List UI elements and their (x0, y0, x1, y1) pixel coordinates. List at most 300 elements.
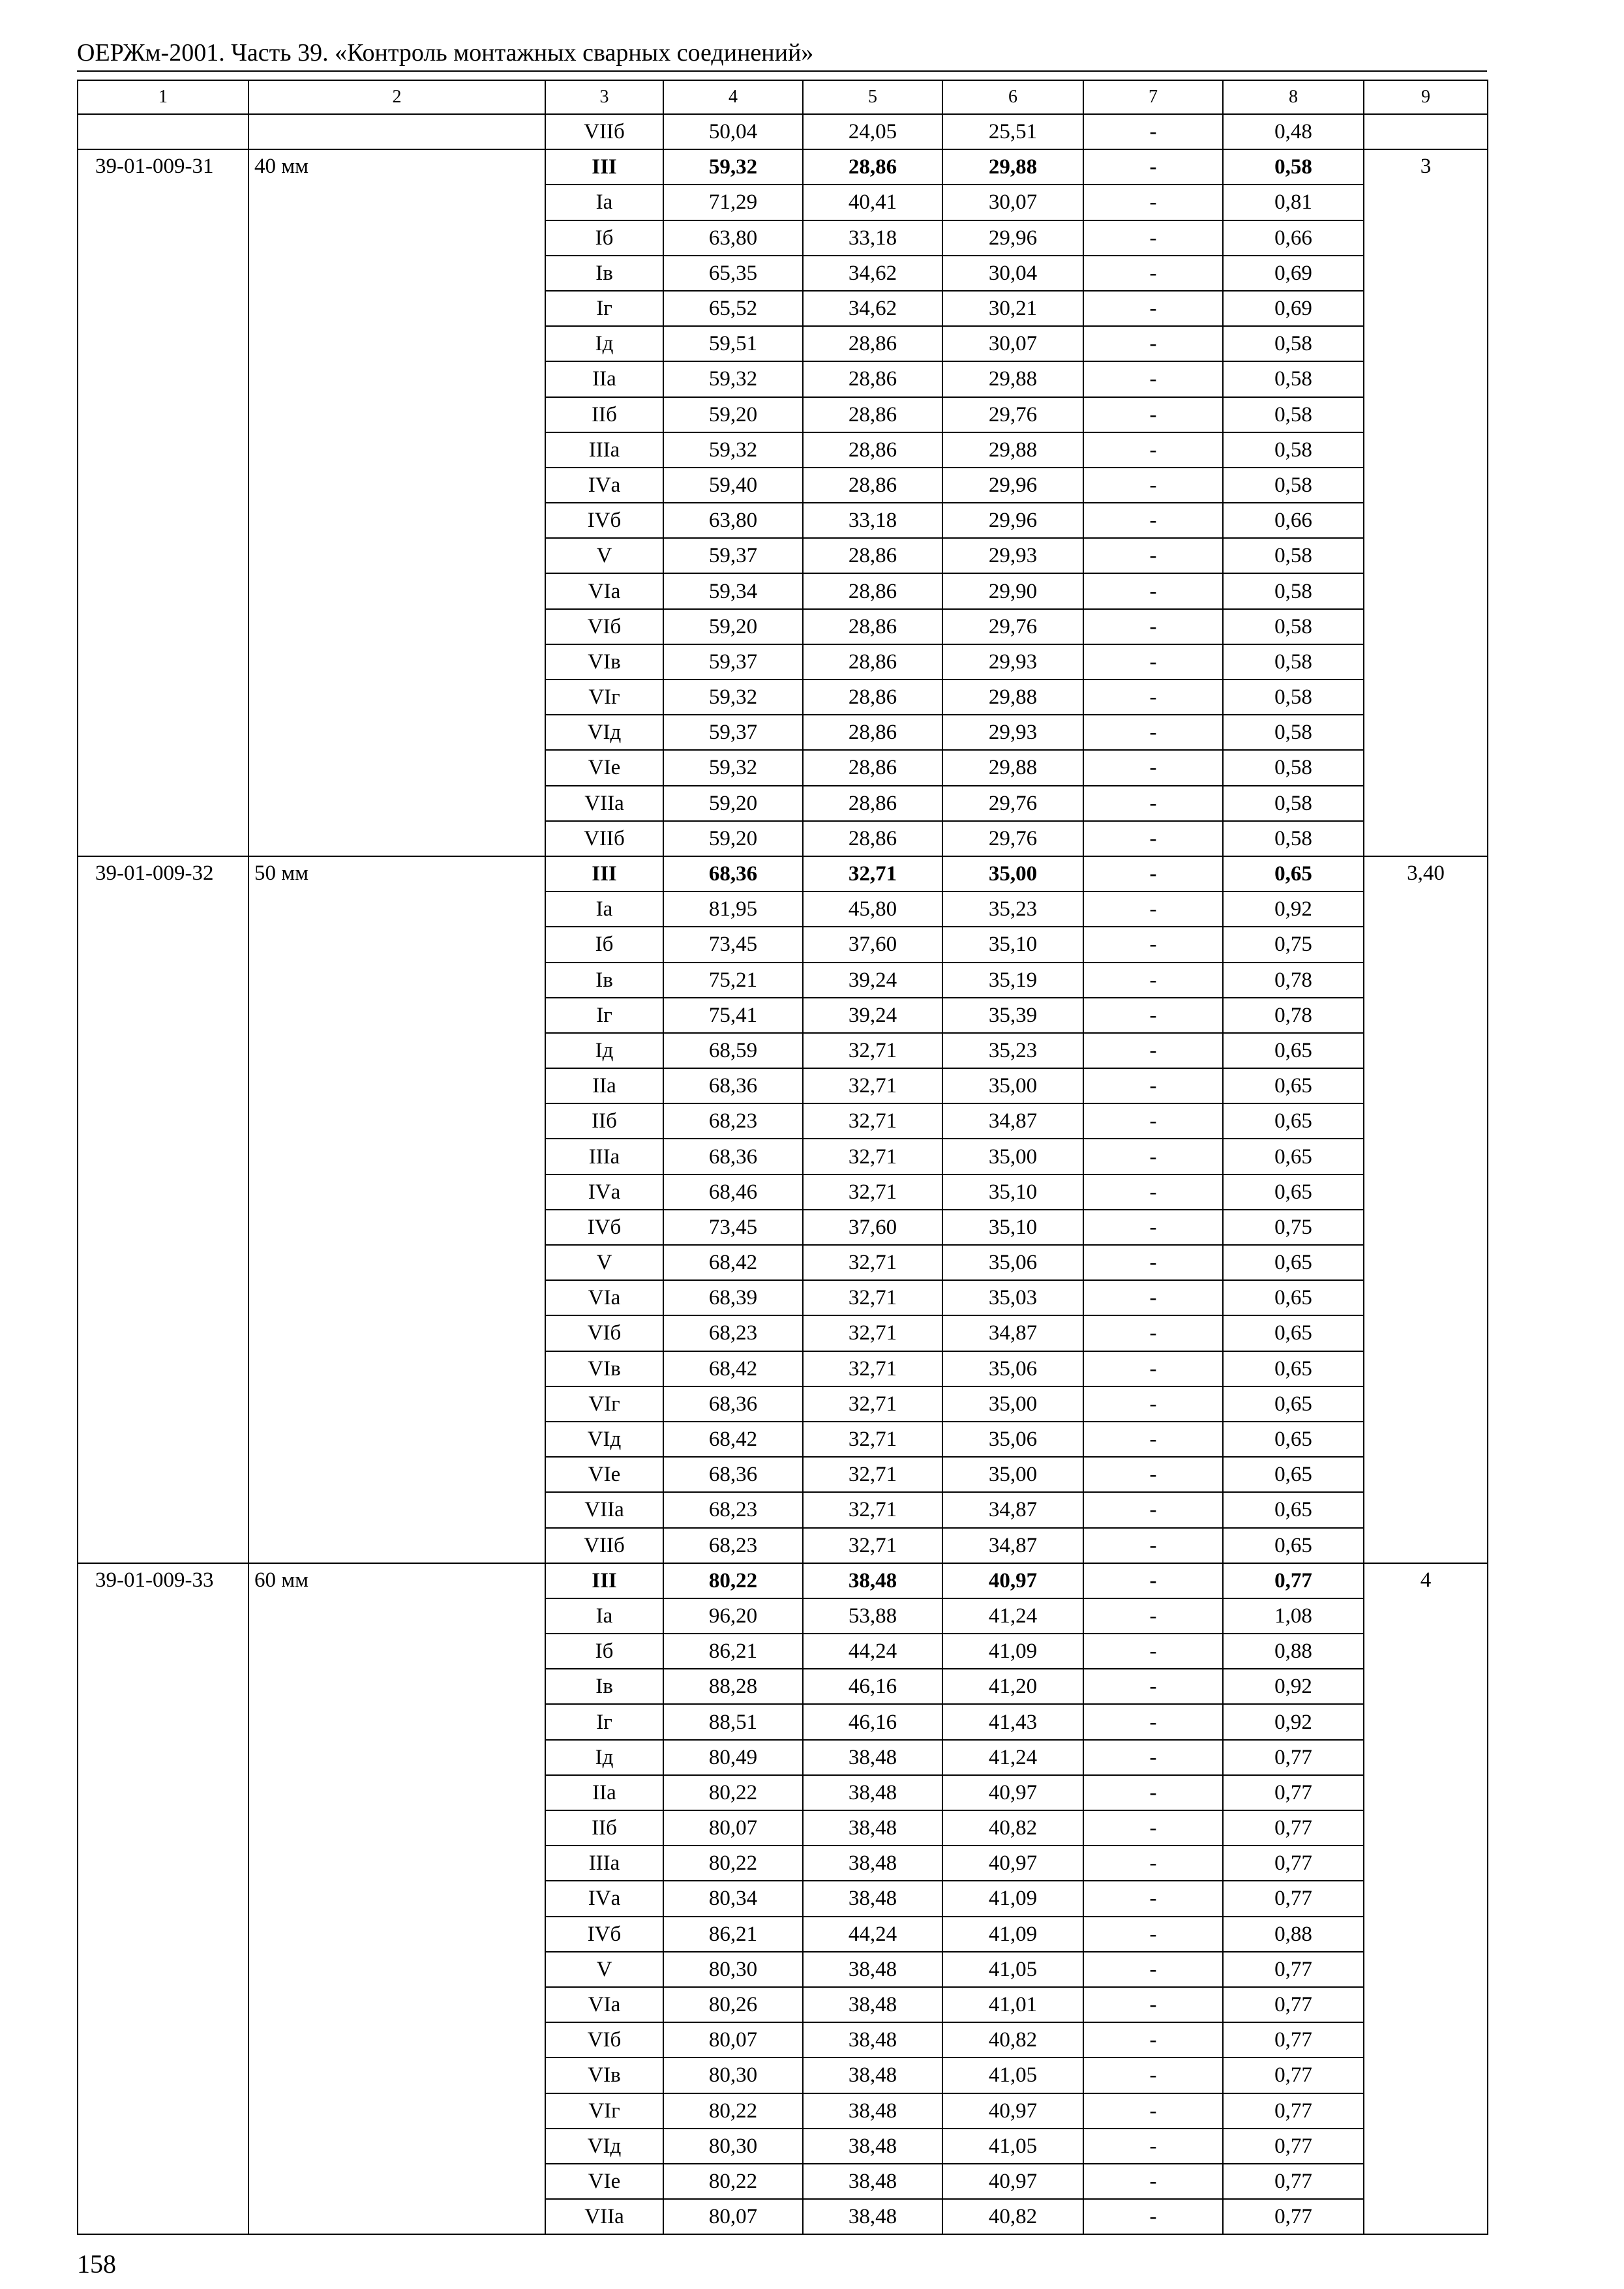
cell-category: VIIб (545, 1528, 663, 1563)
cell-direct-costs: 80,30 (663, 1952, 803, 1987)
cell-category: IIIа (545, 1846, 663, 1881)
cell-machine-costs: 30,07 (942, 185, 1083, 220)
cell-machinist-wages: - (1083, 2129, 1223, 2164)
cell-category: IVб (545, 1210, 663, 1245)
cell-machine-costs: 35,00 (942, 1457, 1083, 1492)
cell-machinist-wages: - (1083, 1492, 1223, 1527)
column-number: 5 (803, 80, 942, 114)
cell-category: VIв (545, 2057, 663, 2093)
cell-category: IVб (545, 503, 663, 538)
cell-machinist-wages: - (1083, 1422, 1223, 1457)
cell-labor-wages: 28,86 (803, 361, 942, 396)
cell-labor-wages: 32,71 (803, 1351, 942, 1386)
cell-materials: 0,58 (1223, 361, 1364, 396)
cell-materials: 0,65 (1223, 1422, 1364, 1457)
price-table (77, 80, 1488, 2235)
cell-labor-wages: 39,24 (803, 963, 942, 998)
cell-labor-wages: 33,18 (803, 503, 942, 538)
cell-labor-wages: 38,48 (803, 1740, 942, 1775)
cell-machinist-wages: - (1083, 927, 1223, 962)
cell-labor-wages: 37,60 (803, 1210, 942, 1245)
cell-materials: 0,65 (1223, 1103, 1364, 1139)
cell-machine-costs: 34,87 (942, 1492, 1083, 1527)
cell-materials: 0,66 (1223, 503, 1364, 538)
cell-labor-wages: 44,24 (803, 1634, 942, 1669)
cell-category: Iд (545, 326, 663, 361)
cell-category: V (545, 1245, 663, 1280)
cell-category: IVб (545, 1917, 663, 1952)
cell-category: IVа (545, 1881, 663, 1916)
cell-category: Iд (545, 1033, 663, 1068)
cell-materials: 0,77 (1223, 2129, 1364, 2164)
column-number: 6 (942, 80, 1083, 114)
cell-machinist-wages: - (1083, 1810, 1223, 1846)
cell-labor-wages: 32,71 (803, 1139, 942, 1174)
cell-machine-costs: 40,97 (942, 2164, 1083, 2199)
cell-category: III (545, 149, 663, 185)
cell-labor-wages: 28,86 (803, 609, 942, 644)
cell-materials: 0,77 (1223, 2164, 1364, 2199)
cell-machinist-wages: - (1083, 2164, 1223, 2199)
table-row (78, 149, 1488, 185)
cell-machinist-wages: - (1083, 1634, 1223, 1669)
cell-labor-wages: 46,16 (803, 1669, 942, 1704)
cell-materials: 0,88 (1223, 1634, 1364, 1669)
cell-category: VIIа (545, 786, 663, 821)
cell-machine-costs: 41,24 (942, 1598, 1083, 1634)
cell-direct-costs: 86,21 (663, 1917, 803, 1952)
cell-category: IIIа (545, 1139, 663, 1174)
cell-labor-wages: 46,16 (803, 1704, 942, 1739)
column-number: 4 (663, 80, 803, 114)
cell-direct-costs: 68,42 (663, 1422, 803, 1457)
cell-machinist-wages: - (1083, 1139, 1223, 1174)
cell-machine-costs: 35,00 (942, 1386, 1083, 1422)
cell-category: III (545, 1563, 663, 1598)
cell-machine-costs: 30,07 (942, 326, 1083, 361)
cell-machine-costs: 30,21 (942, 291, 1083, 326)
cell-machine-costs: 29,90 (942, 573, 1083, 608)
cell-category: VIе (545, 1457, 663, 1492)
cell-machine-costs: 29,76 (942, 786, 1083, 821)
cell-direct-costs: 80,07 (663, 2022, 803, 2057)
cell-labor-wages: 28,86 (803, 149, 942, 185)
cell-direct-costs: 59,34 (663, 573, 803, 608)
cell-materials: 0,78 (1223, 963, 1364, 998)
cell-code: 39-01-009-33 (78, 1563, 248, 2235)
cell-materials: 0,77 (1223, 1775, 1364, 1810)
cell-labor-wages: 38,48 (803, 1881, 942, 1916)
cell-category: VIд (545, 1422, 663, 1457)
cell-materials: 0,58 (1223, 609, 1364, 644)
table-row (78, 114, 1488, 149)
cell-category: IVа (545, 1174, 663, 1210)
cell-labor-wages: 32,71 (803, 1033, 942, 1068)
cell-materials: 0,65 (1223, 1492, 1364, 1527)
cell-materials: 0,58 (1223, 468, 1364, 503)
column-number: 8 (1223, 80, 1364, 114)
cell-direct-costs: 68,23 (663, 1492, 803, 1527)
cell-machine-costs: 29,93 (942, 644, 1083, 680)
cell-category: VIв (545, 1351, 663, 1386)
cell-machinist-wages: - (1083, 1775, 1223, 1810)
cell-machine-costs: 29,88 (942, 361, 1083, 396)
cell-materials: 0,92 (1223, 1669, 1364, 1704)
cell-machine-costs: 41,05 (942, 2057, 1083, 2093)
cell-category: Iа (545, 891, 663, 927)
cell-category: VIб (545, 609, 663, 644)
cell-direct-costs: 59,20 (663, 821, 803, 856)
column-number: 3 (545, 80, 663, 114)
cell-machinist-wages: - (1083, 1740, 1223, 1775)
cell-category: Iг (545, 1704, 663, 1739)
cell-machine-costs: 40,97 (942, 2093, 1083, 2129)
cell-materials: 0,58 (1223, 821, 1364, 856)
cell-materials: 0,77 (1223, 2057, 1364, 2093)
cell-labor-wages: 40,41 (803, 185, 942, 220)
cell-machine-costs: 41,24 (942, 1740, 1083, 1775)
page-number: 158 (77, 2249, 116, 2279)
cell-category: IIб (545, 1810, 663, 1846)
cell-category: IIб (545, 1103, 663, 1139)
cell-machinist-wages: - (1083, 963, 1223, 998)
cell-machine-costs: 35,06 (942, 1422, 1083, 1457)
cell-materials: 0,88 (1223, 1917, 1364, 1952)
cell-labor-wages: 38,48 (803, 1563, 942, 1598)
cell-category: VIг (545, 1386, 663, 1422)
cell-labor-wages: 28,86 (803, 432, 942, 468)
cell-category: VIе (545, 2164, 663, 2199)
cell-machinist-wages: - (1083, 1528, 1223, 1563)
cell-machine-costs: 29,93 (942, 715, 1083, 750)
cell-materials: 0,65 (1223, 1528, 1364, 1563)
cell-machinist-wages: - (1083, 998, 1223, 1033)
cell-direct-costs: 80,22 (663, 2164, 803, 2199)
cell-materials: 0,65 (1223, 856, 1364, 891)
cell-materials: 0,65 (1223, 1315, 1364, 1351)
cell-machinist-wages: - (1083, 1457, 1223, 1492)
cell-machinist-wages: - (1083, 786, 1223, 821)
cell-machinist-wages: - (1083, 1669, 1223, 1704)
cell-name: 40 мм (248, 149, 545, 856)
page-header-title: ОЕРЖм-2001. Часть 39. «Контроль монтажных сварных соединений» (77, 39, 814, 67)
cell-labor-wages: 38,48 (803, 1846, 942, 1881)
cell-machinist-wages: - (1083, 1174, 1223, 1210)
cell-materials: 0,92 (1223, 1704, 1364, 1739)
cell-labor-wages: 38,48 (803, 2057, 942, 2093)
cell-materials: 0,65 (1223, 1386, 1364, 1422)
cell-materials: 0,58 (1223, 538, 1364, 573)
cell-direct-costs: 65,52 (663, 291, 803, 326)
cell-category: Iг (545, 291, 663, 326)
cell-category: VIа (545, 1987, 663, 2022)
cell-direct-costs: 59,32 (663, 432, 803, 468)
cell-labor-wages: 32,71 (803, 856, 942, 891)
cell-labor-wages: 38,48 (803, 1775, 942, 1810)
cell-materials: 0,65 (1223, 1174, 1364, 1210)
cell-labor-wages: 32,71 (803, 1386, 942, 1422)
cell-direct-costs: 68,23 (663, 1315, 803, 1351)
cell-category: VIе (545, 750, 663, 785)
cell-category: Iв (545, 256, 663, 291)
cell-machinist-wages: - (1083, 1068, 1223, 1103)
cell-labor-wages: 32,71 (803, 1492, 942, 1527)
cell-price: 4 (1364, 1563, 1488, 2235)
cell-materials: 0,75 (1223, 927, 1364, 962)
cell-machinist-wages: - (1083, 609, 1223, 644)
cell-category: V (545, 1952, 663, 1987)
cell-machinist-wages: - (1083, 1846, 1223, 1881)
cell-direct-costs: 65,35 (663, 256, 803, 291)
cell-direct-costs: 63,80 (663, 220, 803, 256)
cell-direct-costs: 88,51 (663, 1704, 803, 1739)
cell-machine-costs: 35,39 (942, 998, 1083, 1033)
cell-direct-costs: 80,07 (663, 2199, 803, 2234)
cell-direct-costs: 59,32 (663, 149, 803, 185)
cell-name (248, 114, 545, 149)
cell-machine-costs: 29,76 (942, 821, 1083, 856)
cell-direct-costs: 59,32 (663, 361, 803, 396)
cell-direct-costs: 68,36 (663, 856, 803, 891)
cell-category: VIIа (545, 1492, 663, 1527)
cell-direct-costs: 63,80 (663, 503, 803, 538)
cell-labor-wages: 33,18 (803, 220, 942, 256)
cell-materials: 0,58 (1223, 326, 1364, 361)
cell-labor-wages: 38,48 (803, 1952, 942, 1987)
cell-category: VIд (545, 715, 663, 750)
cell-machine-costs: 30,04 (942, 256, 1083, 291)
cell-machinist-wages: - (1083, 1917, 1223, 1952)
cell-machinist-wages: - (1083, 750, 1223, 785)
cell-labor-wages: 32,71 (803, 1315, 942, 1351)
cell-machine-costs: 41,05 (942, 1952, 1083, 1987)
cell-machine-costs: 40,97 (942, 1846, 1083, 1881)
cell-machinist-wages: - (1083, 1210, 1223, 1245)
cell-category: IIа (545, 1775, 663, 1810)
column-number: 2 (248, 80, 545, 114)
cell-direct-costs: 80,30 (663, 2057, 803, 2093)
cell-machinist-wages: - (1083, 1103, 1223, 1139)
cell-category: Iб (545, 1634, 663, 1669)
cell-machinist-wages: - (1083, 468, 1223, 503)
cell-machine-costs: 35,23 (942, 1033, 1083, 1068)
cell-direct-costs: 50,04 (663, 114, 803, 149)
cell-machine-costs: 40,97 (942, 1563, 1083, 1598)
cell-materials: 0,65 (1223, 1033, 1364, 1068)
cell-labor-wages: 39,24 (803, 998, 942, 1033)
cell-category: VIд (545, 2129, 663, 2164)
cell-category: IVа (545, 468, 663, 503)
cell-direct-costs: 68,59 (663, 1033, 803, 1068)
cell-machinist-wages: - (1083, 1386, 1223, 1422)
cell-materials: 0,77 (1223, 2199, 1364, 2234)
cell-labor-wages: 32,71 (803, 1174, 942, 1210)
cell-materials: 0,75 (1223, 1210, 1364, 1245)
cell-direct-costs: 59,40 (663, 468, 803, 503)
cell-direct-costs: 68,23 (663, 1103, 803, 1139)
cell-direct-costs: 68,36 (663, 1386, 803, 1422)
cell-machinist-wages: - (1083, 1881, 1223, 1916)
cell-category: Iб (545, 220, 663, 256)
cell-machine-costs: 41,09 (942, 1917, 1083, 1952)
cell-labor-wages: 28,86 (803, 644, 942, 680)
cell-materials: 0,58 (1223, 786, 1364, 821)
cell-category: VIб (545, 2022, 663, 2057)
cell-labor-wages: 37,60 (803, 927, 942, 962)
cell-labor-wages: 38,48 (803, 2093, 942, 2129)
cell-category: IIа (545, 361, 663, 396)
cell-materials: 0,58 (1223, 397, 1364, 432)
cell-direct-costs: 68,36 (663, 1457, 803, 1492)
cell-labor-wages: 28,86 (803, 397, 942, 432)
cell-labor-wages: 28,86 (803, 821, 942, 856)
cell-labor-wages: 28,86 (803, 468, 942, 503)
cell-machinist-wages: - (1083, 2022, 1223, 2057)
cell-direct-costs: 80,49 (663, 1740, 803, 1775)
cell-direct-costs: 73,45 (663, 1210, 803, 1245)
cell-machine-costs: 35,10 (942, 1174, 1083, 1210)
cell-labor-wages: 28,86 (803, 326, 942, 361)
cell-machinist-wages: - (1083, 891, 1223, 927)
cell-direct-costs: 80,26 (663, 1987, 803, 2022)
cell-direct-costs: 59,20 (663, 397, 803, 432)
cell-category: Iд (545, 1740, 663, 1775)
cell-category: VIб (545, 1315, 663, 1351)
header-divider (77, 70, 1487, 72)
cell-machine-costs: 41,20 (942, 1669, 1083, 1704)
cell-direct-costs: 80,34 (663, 1881, 803, 1916)
cell-materials: 0,77 (1223, 1846, 1364, 1881)
cell-labor-wages: 34,62 (803, 291, 942, 326)
cell-machinist-wages: - (1083, 680, 1223, 715)
cell-machinist-wages: - (1083, 220, 1223, 256)
cell-machine-costs: 34,87 (942, 1103, 1083, 1139)
cell-machinist-wages: - (1083, 149, 1223, 185)
cell-labor-wages: 28,86 (803, 715, 942, 750)
cell-labor-wages: 38,48 (803, 1810, 942, 1846)
cell-direct-costs: 68,39 (663, 1280, 803, 1315)
cell-machine-costs: 35,10 (942, 927, 1083, 962)
cell-direct-costs: 80,22 (663, 2093, 803, 2129)
cell-code: 39-01-009-31 (78, 149, 248, 856)
cell-machinist-wages: - (1083, 503, 1223, 538)
cell-machine-costs: 40,82 (942, 2199, 1083, 2234)
cell-labor-wages: 28,86 (803, 786, 942, 821)
cell-machinist-wages: - (1083, 185, 1223, 220)
cell-direct-costs: 88,28 (663, 1669, 803, 1704)
cell-category: VIIа (545, 2199, 663, 2234)
cell-category: Iб (545, 927, 663, 962)
cell-category: Iг (545, 998, 663, 1033)
cell-labor-wages: 28,86 (803, 538, 942, 573)
cell-direct-costs: 68,36 (663, 1139, 803, 1174)
cell-machine-costs: 29,76 (942, 609, 1083, 644)
cell-machine-costs: 41,09 (942, 1881, 1083, 1916)
cell-category: VIв (545, 644, 663, 680)
cell-machinist-wages: - (1083, 326, 1223, 361)
cell-direct-costs: 59,32 (663, 750, 803, 785)
cell-direct-costs: 86,21 (663, 1634, 803, 1669)
cell-category: VIIб (545, 114, 663, 149)
cell-materials: 0,48 (1223, 114, 1364, 149)
cell-machine-costs: 29,88 (942, 750, 1083, 785)
cell-machine-costs: 35,19 (942, 963, 1083, 998)
cell-machine-costs: 29,88 (942, 432, 1083, 468)
column-number: 1 (78, 80, 248, 114)
cell-category: VIа (545, 1280, 663, 1315)
cell-materials: 0,58 (1223, 573, 1364, 608)
cell-machinist-wages: - (1083, 397, 1223, 432)
cell-machinist-wages: - (1083, 644, 1223, 680)
cell-machine-costs: 35,03 (942, 1280, 1083, 1315)
cell-direct-costs: 59,51 (663, 326, 803, 361)
cell-machinist-wages: - (1083, 715, 1223, 750)
cell-direct-costs: 80,30 (663, 2129, 803, 2164)
cell-machinist-wages: - (1083, 1315, 1223, 1351)
cell-machine-costs: 29,88 (942, 149, 1083, 185)
cell-materials: 0,92 (1223, 891, 1364, 927)
cell-machinist-wages: - (1083, 1351, 1223, 1386)
cell-direct-costs: 80,22 (663, 1775, 803, 1810)
cell-code: 39-01-009-32 (78, 856, 248, 1563)
cell-labor-wages: 38,48 (803, 2129, 942, 2164)
table-body (78, 80, 1488, 2234)
cell-labor-wages: 32,71 (803, 1245, 942, 1280)
cell-machine-costs: 41,43 (942, 1704, 1083, 1739)
cell-category: III (545, 856, 663, 891)
cell-labor-wages: 38,48 (803, 2164, 942, 2199)
cell-machine-costs: 35,06 (942, 1245, 1083, 1280)
cell-labor-wages: 32,71 (803, 1068, 942, 1103)
cell-direct-costs: 59,37 (663, 715, 803, 750)
cell-labor-wages: 32,71 (803, 1280, 942, 1315)
cell-labor-wages: 32,71 (803, 1457, 942, 1492)
cell-direct-costs: 75,21 (663, 963, 803, 998)
cell-name: 60 мм (248, 1563, 545, 2235)
cell-price: 3 (1364, 149, 1488, 856)
table-row (78, 856, 1488, 891)
cell-labor-wages: 28,86 (803, 573, 942, 608)
cell-labor-wages: 44,24 (803, 1917, 942, 1952)
cell-machine-costs: 29,88 (942, 680, 1083, 715)
cell-direct-costs: 73,45 (663, 927, 803, 962)
cell-machinist-wages: - (1083, 1245, 1223, 1280)
cell-machinist-wages: - (1083, 2057, 1223, 2093)
cell-machine-costs: 35,00 (942, 856, 1083, 891)
cell-code (78, 114, 248, 149)
cell-category: V (545, 538, 663, 573)
cell-direct-costs: 59,20 (663, 786, 803, 821)
cell-machinist-wages: - (1083, 1563, 1223, 1598)
column-number: 9 (1364, 80, 1488, 114)
cell-machinist-wages: - (1083, 538, 1223, 573)
cell-materials: 0,69 (1223, 291, 1364, 326)
cell-machine-costs: 40,82 (942, 1810, 1083, 1846)
cell-category: IIа (545, 1068, 663, 1103)
cell-direct-costs: 75,41 (663, 998, 803, 1033)
column-number: 7 (1083, 80, 1223, 114)
cell-category: IIб (545, 397, 663, 432)
cell-machine-costs: 41,09 (942, 1634, 1083, 1669)
cell-materials: 0,58 (1223, 680, 1364, 715)
cell-machine-costs: 29,93 (942, 538, 1083, 573)
cell-category: Iа (545, 1598, 663, 1634)
cell-direct-costs: 68,42 (663, 1351, 803, 1386)
table-row (78, 1563, 1488, 1598)
cell-machinist-wages: - (1083, 2199, 1223, 2234)
cell-materials: 0,77 (1223, 1952, 1364, 1987)
cell-direct-costs: 68,36 (663, 1068, 803, 1103)
